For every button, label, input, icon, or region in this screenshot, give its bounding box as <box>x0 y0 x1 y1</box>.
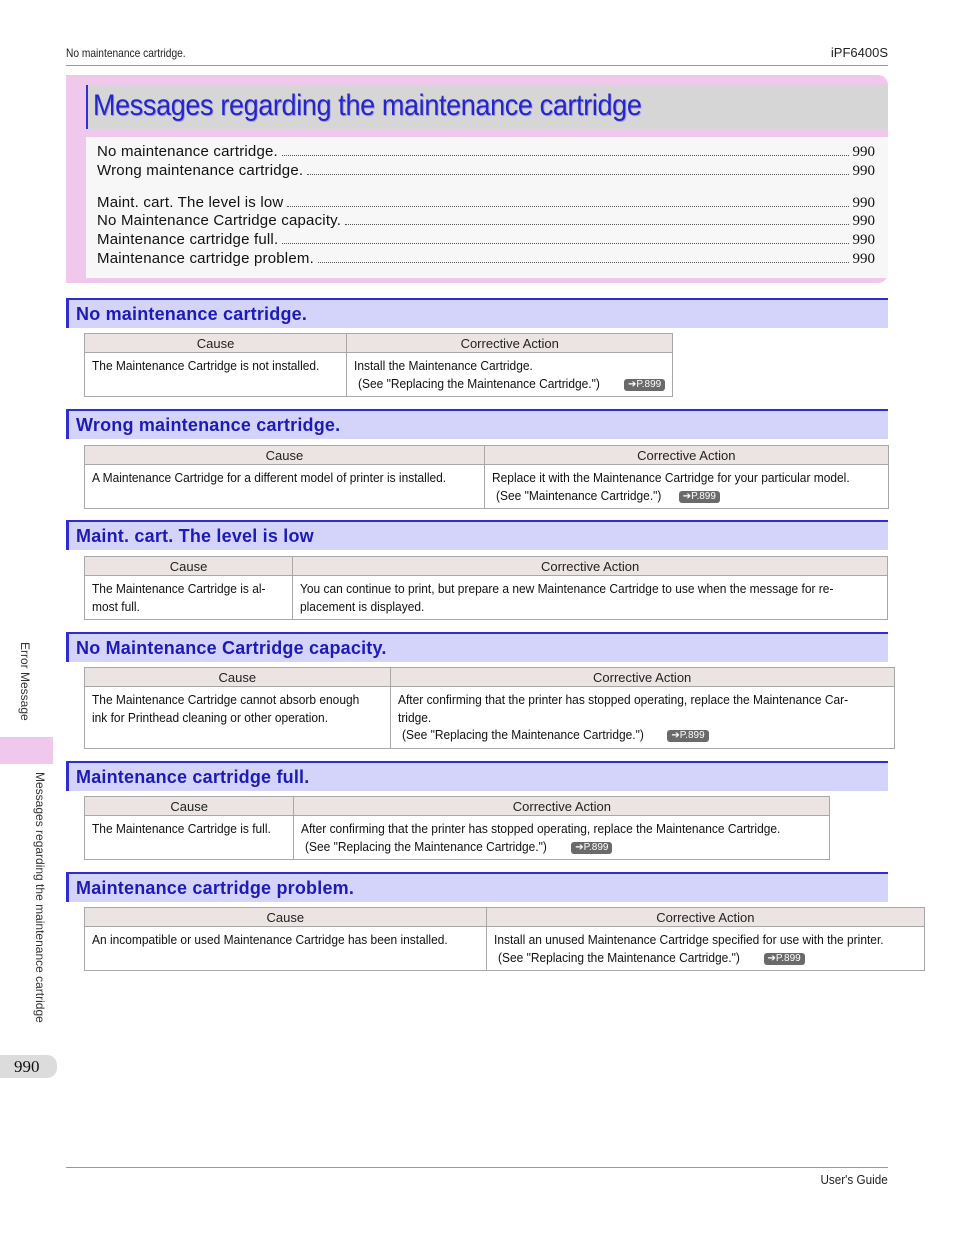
section-heading-no-maintenance-cartridge <box>66 298 888 328</box>
cause-action-table <box>84 667 895 749</box>
toc-item-wrong-maintenance-cartridge[interactable] <box>97 162 875 180</box>
action-text: Install an unused Maintenance Cartridge specified for use with the printer. <box>493 932 884 947</box>
cause-header: Cause <box>85 797 294 816</box>
action-header: Corrective Action <box>347 334 673 353</box>
action-header: Corrective Action <box>486 908 924 927</box>
section-heading-text: Wrong maintenance cartridge. <box>76 415 341 435</box>
cause-cell <box>85 353 347 397</box>
toc-leader <box>287 206 848 207</box>
cause-text-line-1: The Maintenance Cartridge cannot absorb enough <box>92 692 360 707</box>
action-text: Replace it with the Maintenance Cartridge for your particular model. <box>491 470 850 485</box>
cause-text: A Maintenance Cartridge for a different model of printer is installed. <box>92 470 447 485</box>
cause-text: An incompatible or used Maintenance Cartridge has been installed. <box>92 932 448 947</box>
cause-text-line-2: most full. <box>92 598 140 614</box>
toc-item-page: 990 <box>852 195 875 211</box>
section-heading-text: No Maintenance Cartridge capacity. <box>76 638 387 658</box>
toc-item-page: 990 <box>852 232 875 248</box>
cause-cell <box>85 927 487 971</box>
cause-header: Cause <box>85 334 347 353</box>
running-header-section: No maintenance cartridge. <box>66 46 186 60</box>
action-text: After confirming that the printer has stopped operating, replace the Maintenance Cartridge. <box>301 821 781 836</box>
action-cell <box>293 576 888 620</box>
page-title: Messages regarding the maintenance cartridge <box>93 89 642 122</box>
cause-text-line-2: ink for Printhead cleaning or other operation. <box>92 709 329 725</box>
sidebar-chapter-tab <box>0 737 53 764</box>
toc-item-label: Maintenance cartridge full. <box>97 231 279 248</box>
page-number: 990 <box>0 1055 57 1078</box>
cause-text-line-1: The Maintenance Cartridge is al- <box>92 581 266 596</box>
cause-header: Cause <box>85 908 487 927</box>
action-text: Install the Maintenance Cartridge. <box>354 358 533 373</box>
toc-item-page: 990 <box>852 144 875 160</box>
see-reference-text: (See "Replacing the Maintenance Cartridge.") <box>358 375 600 391</box>
sidebar-chapter-label[interactable]: Error Message <box>18 642 32 721</box>
cause-cell <box>85 465 485 509</box>
action-text-line-2: placement is displayed. <box>300 598 425 614</box>
section-heading-accent <box>66 874 69 902</box>
header-divider <box>66 65 888 66</box>
section-heading-no-capacity <box>66 632 888 662</box>
toc-item-page: 990 <box>852 163 875 179</box>
action-cell <box>484 465 888 509</box>
toc-item-cartridge-problem[interactable] <box>97 250 875 268</box>
section-heading-cartridge-full <box>66 761 888 791</box>
cause-action-table <box>84 907 925 971</box>
sidebar-section-label[interactable]: Messages regarding the maintenance cartridge <box>33 772 47 1023</box>
toc-item-label: No Maintenance Cartridge capacity. <box>97 212 342 229</box>
section-heading-accent <box>66 300 69 328</box>
running-header-model: iPF6400S <box>830 45 888 60</box>
cause-action-table <box>84 445 889 509</box>
section-heading-text: Maintenance cartridge problem. <box>76 878 355 898</box>
action-cell <box>294 816 830 860</box>
section-heading-accent <box>66 634 69 662</box>
toc-leader <box>282 155 849 156</box>
toc-item-label: Maint. cart. The level is low <box>97 194 284 211</box>
cause-action-table <box>84 333 673 397</box>
action-cell <box>347 353 673 397</box>
section-heading-text: No maintenance cartridge. <box>76 304 308 324</box>
action-text-line-2: tridge. <box>397 709 431 725</box>
action-text-line-1: You can continue to print, but prepare a new Maintenance Cartridge to use when the message for re- <box>300 581 834 596</box>
section-heading-accent <box>66 522 69 550</box>
toc-item-no-maintenance-cartridge[interactable] <box>97 143 875 161</box>
see-reference-text: (See "Replacing the Maintenance Cartridge.") <box>305 838 548 854</box>
cause-action-table <box>84 556 888 620</box>
toc-item-no-capacity[interactable] <box>97 212 875 230</box>
toc-leader <box>282 243 848 244</box>
toc-item-level-low[interactable] <box>97 194 875 212</box>
toc-item-page: 990 <box>852 251 875 267</box>
page-reference-link[interactable]: ➔P.899 <box>667 730 708 742</box>
see-reference-text: (See "Maintenance Cartridge.") <box>495 487 662 503</box>
page-reference-link[interactable]: ➔P.899 <box>571 842 612 854</box>
toc-item-label: Wrong maintenance cartridge. <box>97 162 304 179</box>
section-heading-text: Maint. cart. The level is low <box>76 526 314 546</box>
cause-action-table <box>84 796 830 860</box>
toc-title-accent <box>86 85 88 129</box>
footer-divider <box>66 1167 888 1168</box>
toc-leader <box>318 262 849 263</box>
cause-cell <box>85 816 294 860</box>
toc-leader <box>307 174 848 175</box>
action-header: Corrective Action <box>293 557 888 576</box>
section-heading-wrong-maintenance-cartridge <box>66 409 888 439</box>
page-reference-link[interactable]: ➔P.899 <box>624 379 665 391</box>
cause-text: The Maintenance Cartridge is not installed. <box>92 358 320 373</box>
action-header: Corrective Action <box>484 446 888 465</box>
cause-cell <box>85 687 391 749</box>
toc-item-cartridge-full[interactable] <box>97 231 875 249</box>
cause-header: Cause <box>85 557 293 576</box>
see-reference-text: (See "Replacing the Maintenance Cartridge.") <box>497 949 740 965</box>
action-cell <box>390 687 894 749</box>
footer-guide-name: User's Guide <box>820 1172 888 1187</box>
section-heading-level-low <box>66 520 888 550</box>
see-reference-text: (See "Replacing the Maintenance Cartridge.") <box>401 727 644 742</box>
action-text-line-1: After confirming that the printer has stopped operating, replace the Maintenance Car- <box>397 692 848 707</box>
action-header: Corrective Action <box>390 668 894 687</box>
cause-header: Cause <box>85 668 391 687</box>
page-reference-link[interactable]: ➔P.899 <box>764 953 805 965</box>
toc-item-page: 990 <box>852 213 875 229</box>
section-heading-text: Maintenance cartridge full. <box>76 767 310 787</box>
toc-item-label: Maintenance cartridge problem. <box>97 250 314 267</box>
section-heading-accent <box>66 411 69 439</box>
page-reference-link[interactable]: ➔P.899 <box>679 491 720 503</box>
toc-leader <box>345 224 848 225</box>
cause-cell <box>85 576 293 620</box>
toc-item-label: No maintenance cartridge. <box>97 143 278 160</box>
section-heading-accent <box>66 763 69 791</box>
section-heading-cartridge-problem <box>66 872 888 902</box>
action-header: Corrective Action <box>294 797 830 816</box>
cause-text: The Maintenance Cartridge is full. <box>92 821 271 836</box>
cause-header: Cause <box>85 446 485 465</box>
action-cell <box>486 927 924 971</box>
